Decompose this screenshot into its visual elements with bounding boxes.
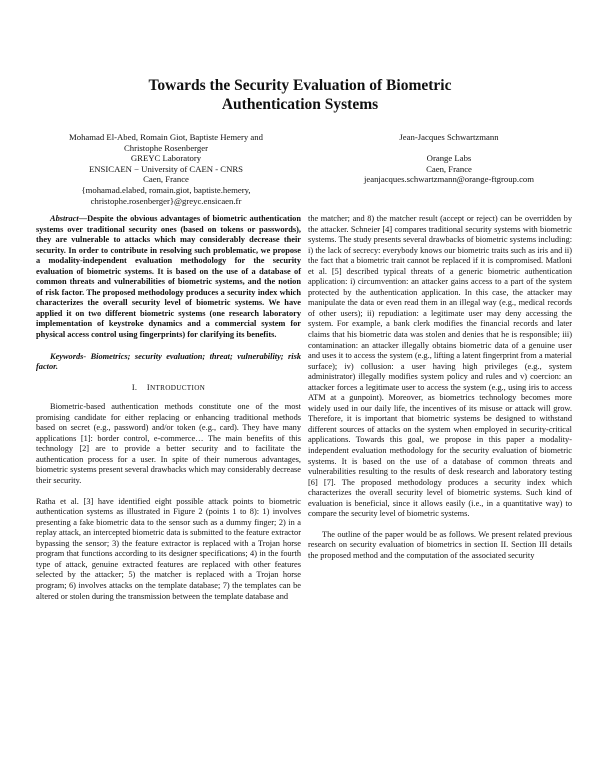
abstract-text: Despite the obvious advantages of biometric authentication systems over traditional security ones (based on tokens or passwords), they are vulnerable to attacks which may considerably decrease their security. In order to contribute in resolving such problematic, we propose a modality-independent evaluation methodology for the security evaluation of biometric systems. It is based on the use of a database of common threats and vulnerabilities of biometric systems, and the notion of risk factor. The proposed methodology produces a security index which characterizes the overall security level of biometric systems. We have applied it on two different biometric systems (one research laboratory implementation of keystroke dynamics and a commercial system for physical access control using fingerprints) for clarifying its benefits.: [36, 214, 301, 340]
author-names-line-2: Christophe Rosenberger: [123, 142, 209, 153]
author-city: Caen, France: [143, 174, 189, 185]
author2-org: Orange Labs: [426, 153, 472, 164]
author-email-line-2: christophe.rosenberger}@greyc.ensicaen.fr: [90, 195, 242, 206]
keywords-label: Keywords-: [50, 351, 87, 361]
section-heading-introduction: [36, 383, 301, 394]
outline-paragraph: The outline of the paper would be as follows. We present related previous research on security evaluation of biometrics in section II. Section III details the proposed method and the computation of the associated security: [308, 529, 572, 560]
author-names-line-1: Mohamad El-Abed, Romain Giot, Baptiste Hemery and: [69, 132, 263, 142]
author-block-1: [30, 132, 302, 206]
title-line-2: Authentication Systems: [221, 96, 379, 113]
author2-email: jeanjacques.schwartzmann@orange-ftgroup.com: [363, 174, 535, 185]
intro-paragraph-2: Ratha et al. [3] have identified eight possible attack points to biometric authentication systems as illustrated in Figure 2 (points 1 to 8): 1) involves presenting a fake biometric data to the sensor such as a dummy finger; 2) in a replay attack, an intercepted biometric data is submitted to the feature extractor bypassing the sensor; 3) the feature extractor is replaced with a Trojan horse program that functions according to its designer specifications; 4) in the fourth type of attack, genuine extracted features are replaced with other features selected by the attacker; 5) the matcher is replaced with a Trojan horse program; 6) involves attacks on the template database; 7) the templates can be altered or stolen during the transmission between the template database and: [36, 496, 301, 601]
abstract: [36, 214, 301, 341]
author2-name: Jean-Jacques Schwartzmann: [399, 132, 499, 142]
keywords: [36, 352, 301, 373]
intro-paragraph-1: Biometric-based authentication methods constitute one of the most promising candidate for either replacing or enhancing traditional methods based on secret (e.g., password) and/or token (e.g., card). They have many applications [1]: border control, e-commerce… The main benefits of this technology [2] are to provide a better security and to facilitate the authentication process for a user. In spite of their numerous advantages, biometric systems present several drawbacks which may considerably decrease their security.: [36, 402, 301, 486]
intro-paragraph-2-continued: the matcher; and 8) the matcher result (accept or reject) can be overridden by the attacker. Schneier [4] compares traditional security systems with biometric systems. The study presents several drawbacks of biometric systems including: i) the lack of secrecy: everybody knows our biometric traits such as iris and ii) the fact that a biometric trait cannot be replaced if it is compromised. Matloni et al. [5] described typical threats of a generic biometric authentication application: i) circumvention: an attacker gains access to a part of the system protected by the authentication application. In this case, the attacker may manipulate the data or even read them in an illegal way (e.g., medical records of other users); ii) repudiation: a legitimate user may deny accessing the system. For example, a bank clerk modifies the financial records and later claims that his biometric data was stolen and denies that he is responsible; iii) contamination: an attacker illegally obtains biometric data of a genuine user and uses it to access the system (e.g., lifting a latent fingerprint from a material surface); iv) collusion: a user having high privileges (e.g., system administrator) illegally modifies system policy and rules and v) coercion: an attacker forces a legitimate user to access the system (e.g., using iris to access ATM at a gunpoint). Moreover, as biometrics technology becomes more widely used in our daily life, the incentives of its misuse or attack will grow. Therefore, it is important that biometric systems be designed to withstand different sources of attacks on the system when employed in security-critical applications. Towards this goal, we propose in this paper a modality-independent evaluation methodology for the security evaluation of biometric systems. It is based on the use of a database of common threats and vulnerabilities resulting to the results of desk research and laboratory testing [6] [7]. The proposed methodology produces a security index which characterizes the overall security level of biometric systems. Such kind of evaluation is beneficial, since it allows easily (i.e., in a quantitative way) to compare the security level of biometric systems.: [308, 214, 573, 519]
left-column: [36, 214, 301, 602]
author-org: ENSICAEN − University of CAEN - CNRS: [88, 163, 244, 174]
author-block-2: [326, 132, 572, 185]
author2-city: Caen, France: [426, 163, 472, 174]
author-lab: GREYC Laboratory: [130, 153, 202, 164]
title-line-1: Towards the Security Evaluation of Biometric: [148, 77, 452, 94]
author-email-line-1: {mohamad.elabed, romain.giot, baptiste.hemery,: [81, 184, 251, 195]
abstract-label: Abstract—: [50, 214, 88, 223]
section-number: I.: [131, 382, 138, 392]
right-column: [308, 214, 572, 562]
section-first-letter: I: [146, 382, 150, 392]
paper-title: [60, 76, 540, 114]
keywords-text: Biometrics; security evaluation; threat; vulnerability; risk factor.: [36, 351, 301, 372]
section-title-rest: NTRODUCTION: [149, 383, 206, 392]
